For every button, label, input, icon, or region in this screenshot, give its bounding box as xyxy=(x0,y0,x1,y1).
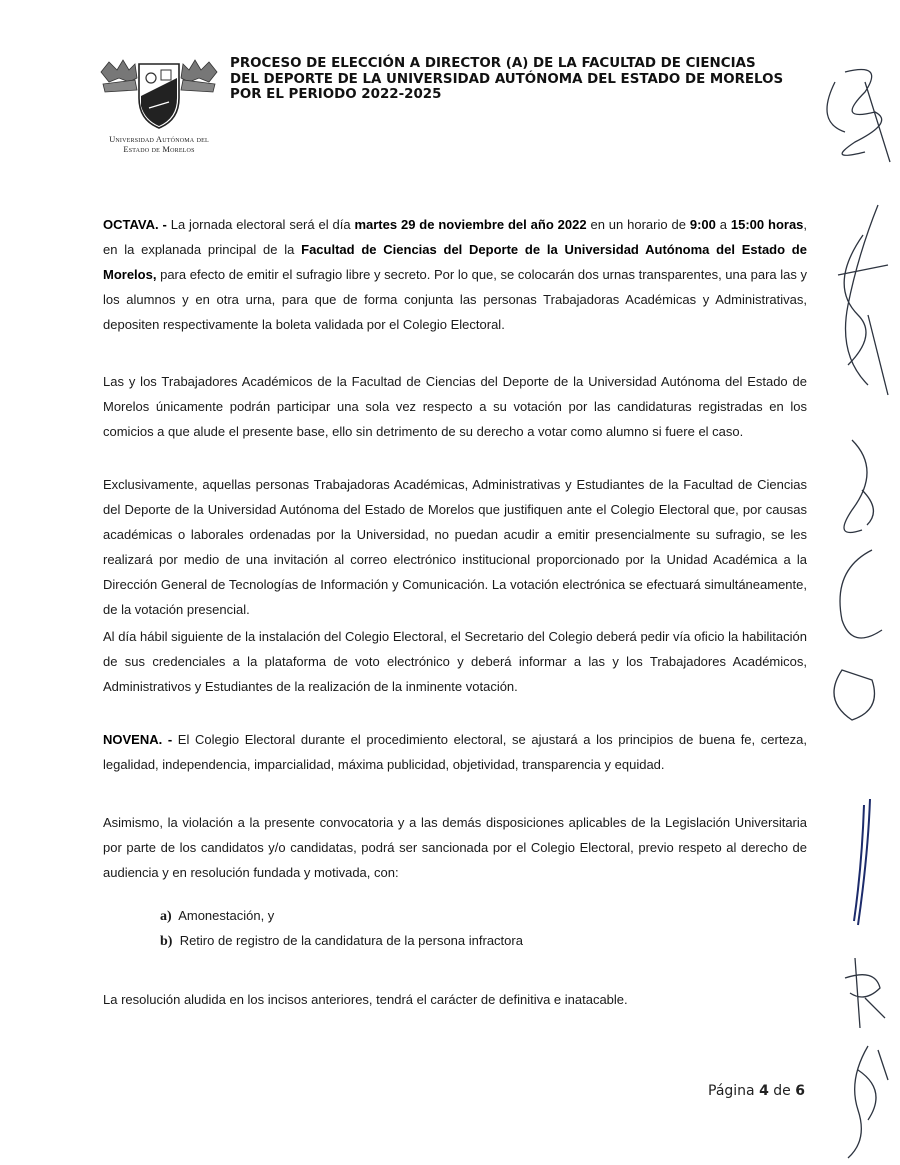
paragraph-novena xyxy=(103,727,807,777)
university-seal-icon xyxy=(99,58,219,130)
novena-text: El Colegio Electoral durante el procedimiento electoral, se ajustará a los principios de buena fe, certeza, legalidad, independencia, imparcialidad, máxima publicidad, objetividad, transparencia y equidad. xyxy=(103,732,808,772)
signature-4 xyxy=(842,795,882,935)
header-line-3: POR EL PERIODO 2022-2025 xyxy=(230,87,442,102)
signature-6 xyxy=(838,1040,898,1160)
octava-label: OCTAVA. - xyxy=(103,217,167,232)
institution-name-line2: Estado de Morelos xyxy=(123,144,195,154)
university-logo xyxy=(98,58,220,154)
octava-text-4: , en la explanada principal de la xyxy=(103,217,808,257)
paragraph-electronic-vote: Exclusivamente, aquellas personas Trabajadoras Académicas, Administrativas y Estudiantes de la Facultad de Ciencias del Deporte de la Universidad Autónoma del Estado de Morelos que justifiquen ante el Colegio Electoral que, por causas académicas o laborales ordenadas por la Universidad, no puedan acudir a emitir presencialmente su sufragio, se les realizará por medio de una invitación al correo electrónico institucional proporcionado por la Unidad Académica a la Dirección General de Tecnologías de Información y Comunicación. La votación electrónica se efectuará simultáneamente, de la votación presencial. xyxy=(103,477,807,617)
paragraph-octava xyxy=(103,212,807,337)
octava-venue: Facultad de Ciencias del Deporte de la Universidad Autónoma del Estado de Morelos, xyxy=(103,242,807,282)
signature-1 xyxy=(805,62,895,172)
page-separator: de xyxy=(768,1083,796,1099)
signature-5 xyxy=(835,948,895,1038)
sanctions-list xyxy=(160,904,720,954)
octava-text-3: a xyxy=(715,217,731,232)
novena-label: NOVENA. - xyxy=(103,732,173,747)
octava-end-time: 15:00 horas xyxy=(730,217,804,232)
octava-date: martes 29 de noviembre del año 2022 xyxy=(354,217,587,232)
page-number xyxy=(708,1083,805,1099)
current-page: 4 xyxy=(759,1083,769,1099)
page-label: Página xyxy=(708,1083,760,1099)
list-item-text: Retiro de registro de la candidatura de la persona infractora xyxy=(179,933,523,948)
header-line-2: DEL DEPORTE DE LA UNIVERSIDAD AUTÓNOMA DEL ESTADO DE MORELOS xyxy=(230,71,784,87)
list-marker: b) xyxy=(160,934,173,949)
paragraph-final-resolution: La resolución aludida en los incisos anteriores, tendrá el carácter de definitiva e inatacable. xyxy=(103,992,628,1007)
signature-3 xyxy=(812,430,900,730)
institution-name-line1: Universidad Autónoma del xyxy=(109,134,209,144)
list-marker: a) xyxy=(160,909,172,924)
paragraph-credentials: Al día hábil siguiente de la instalación del Colegio Electoral, el Secretario del Colegio deberá pedir vía oficio la habilitación de sus credenciales a la plataforma de voto electrónico y deberá informar a las y los Trabajadores Académicos, Administrativos y Estudiantes de la realización de la inminente votación. xyxy=(103,629,807,694)
paragraph-sanctions-intro: Asimismo, la violación a la presente convocatoria y a las demás disposiciones aplicables de la Legislación Universitaria por parte de los candidatos y/o candidatas, podrá ser sancionada por el Colegio Electoral, previo respeto al derecho de audiencia y en resolución fundada y motivada, con: xyxy=(103,815,807,880)
header-line-1: PROCESO DE ELECCIÓN A DIRECTOR (A) DE LA FACULTAD DE CIENCIAS xyxy=(230,56,756,71)
signature-2 xyxy=(818,195,898,405)
total-pages: 6 xyxy=(795,1083,805,1099)
list-item xyxy=(160,904,720,929)
paragraph-academic-workers: Las y los Trabajadores Académicos de la Facultad de Ciencias del Deporte de la Universidad Autónoma del Estado de Morelos únicamente podrán participar una sola vez respecto a su votación por las candidaturas registradas en los comicios a que alude el presente base, ello sin detrimento de su derecho a votar como alumno si fuere el caso. xyxy=(103,374,807,439)
octava-start-time: 9:00 xyxy=(689,217,716,232)
document-header xyxy=(230,56,810,103)
octava-text-1: La jornada electoral será el día xyxy=(166,217,355,232)
list-item xyxy=(160,929,720,954)
octava-text-5: para efecto de emitir el sufragio libre y secreto. Por lo que, se colocarán dos urnas transparentes, una para las y los alumnos y en otra urna, para que de forma conjunta las personas Trabajadoras Académicas y Administrativas, depositen respectivamente la boleta validada por el Colegio Electoral. xyxy=(103,267,807,332)
list-item-text: Amonestación, y xyxy=(178,908,275,923)
octava-text-2: en un horario de xyxy=(586,217,690,232)
